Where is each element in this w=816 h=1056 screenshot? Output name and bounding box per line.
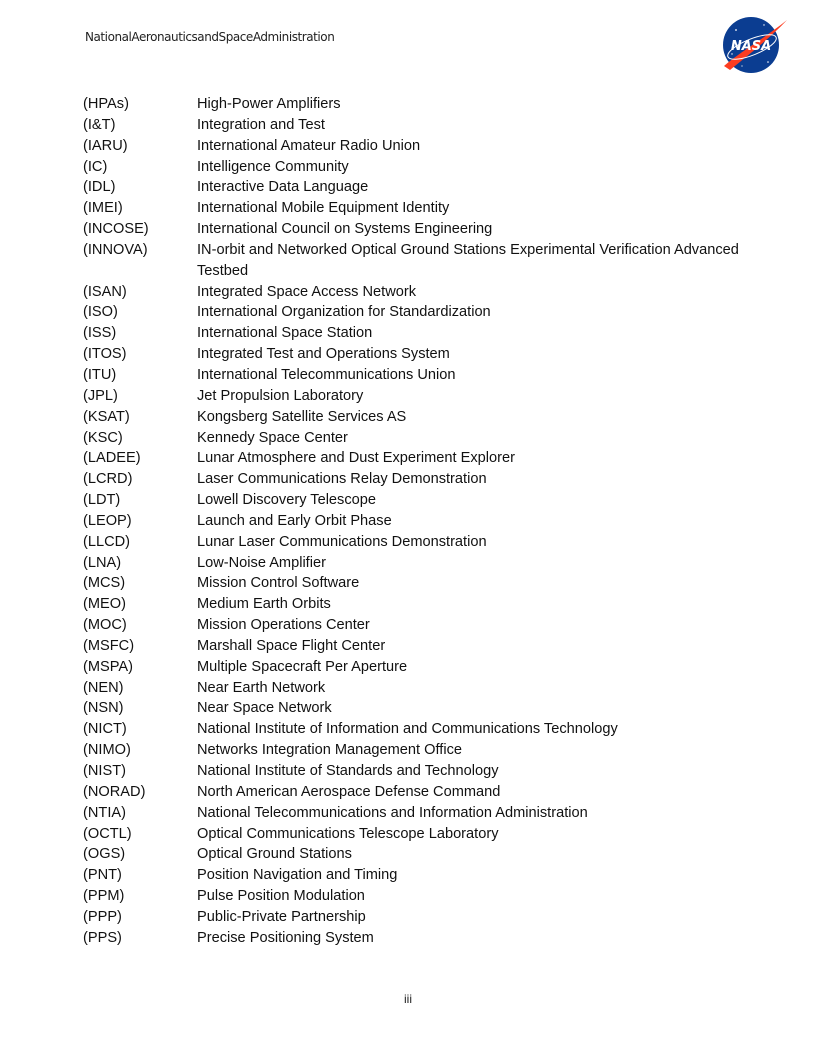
acronym-definition: Near Earth Network — [197, 679, 326, 696]
logo-star — [735, 29, 737, 31]
acronym-row — [83, 115, 783, 136]
acronym-abbreviation: (MOC) — [83, 617, 127, 634]
acronym-abbreviation: (KSAT) — [83, 408, 130, 425]
acronym-abbreviation: (NTIA) — [83, 804, 126, 821]
acronym-row — [83, 511, 783, 532]
acronym-abbreviation: (NIST) — [83, 763, 126, 779]
acronym-row — [83, 594, 783, 615]
acronym-abbreviation: (ISO) — [83, 304, 118, 321]
acronym-row — [83, 698, 783, 719]
logo-star — [741, 65, 742, 66]
acronym-definition: Near Space Network — [197, 700, 332, 717]
acronym-abbreviation: (KSC) — [83, 429, 123, 446]
acronym-abbreviation: (MSFC) — [83, 637, 135, 654]
acronym-row — [83, 386, 783, 407]
acronym-abbreviation: (I&T) — [83, 116, 116, 133]
acronym-abbreviation: (NEN) — [83, 679, 124, 696]
acronym-definition: Interactive Data Language — [197, 179, 369, 196]
acronym-row — [83, 365, 783, 386]
acronym-row — [83, 928, 783, 949]
acronym-row — [83, 157, 783, 178]
acronym-definition: Kennedy Space Center — [197, 429, 348, 446]
acronym-abbreviation: (LADEE) — [83, 450, 141, 467]
acronym-definition: Integrated Space Access Network — [197, 283, 417, 300]
acronym-definition: Marshall Space Flight Center — [197, 637, 386, 654]
acronym-row — [83, 615, 783, 636]
acronym-definition: Integrated Test and Operations System — [197, 346, 450, 363]
acronym-definition: Integration and Test — [197, 116, 325, 133]
acronym-row — [83, 282, 783, 303]
acronym-row — [83, 240, 783, 282]
acronym-definition: Networks Integration Management Office — [197, 742, 462, 759]
acronym-abbreviation: (PPM) — [83, 888, 125, 905]
acronym-abbreviation: (PPP) — [83, 908, 122, 925]
acronym-definition: National Institute of Standards and Technology — [197, 763, 499, 779]
acronym-definition: International Amateur Radio Union — [197, 137, 421, 154]
acronym-abbreviation: (MEO) — [83, 596, 126, 613]
acronym-row — [83, 136, 783, 157]
acronym-row — [83, 719, 783, 740]
acronym-abbreviation: (LLCD) — [83, 533, 131, 550]
acronym-abbreviation: (LEOP) — [83, 512, 132, 529]
acronym-definition: IN-orbit and Networked Optical Ground Stations Experimental Verification Advanced Testbed — [197, 241, 739, 279]
acronym-row — [83, 886, 783, 907]
acronym-abbreviation: (ISS) — [83, 325, 117, 342]
acronym-row — [83, 94, 783, 115]
acronym-row — [83, 323, 783, 344]
logo-star — [767, 61, 769, 63]
acronym-row — [83, 761, 783, 782]
acronym-row — [83, 636, 783, 657]
logo-wordmark: NASA — [730, 39, 772, 54]
acronym-abbreviation: (ISAN) — [83, 283, 127, 300]
acronym-definition: International Mobile Equipment Identity — [197, 200, 450, 217]
acronym-definition: Pulse Position Modulation — [197, 888, 365, 905]
acronym-row — [83, 678, 783, 699]
acronym-definition: Mission Operations Center — [197, 617, 370, 634]
acronym-row — [83, 782, 783, 803]
acronym-definition: High-Power Amplifiers — [197, 96, 341, 112]
acronym-abbreviation: (ITU) — [83, 366, 117, 383]
acronym-list — [83, 94, 783, 949]
acronym-row — [83, 740, 783, 761]
acronym-definition: Optical Ground Stations — [197, 846, 352, 863]
acronym-definition: National Institute of Information and Communications Technology — [197, 721, 618, 738]
logo-star — [763, 24, 764, 25]
acronym-row — [83, 448, 783, 469]
acronym-row — [83, 469, 783, 490]
acronym-definition: Lowell Discovery Telescope — [197, 492, 376, 509]
acronym-definition: Lunar Laser Communications Demonstration — [197, 533, 487, 550]
acronym-definition: North American Aerospace Defense Command — [197, 783, 501, 800]
acronym-definition: Intelligence Community — [197, 158, 349, 175]
acronym-definition: Medium Earth Orbits — [197, 596, 331, 613]
acronym-definition: International Space Station — [197, 325, 373, 342]
acronym-abbreviation: (OGS) — [83, 846, 126, 863]
acronym-definition: Launch and Early Orbit Phase — [197, 512, 392, 529]
acronym-definition: Lunar Atmosphere and Dust Experiment Explorer — [197, 450, 515, 467]
acronym-row — [83, 907, 783, 928]
page-number: iii — [404, 992, 412, 1006]
acronym-definition: Position Navigation and Timing — [197, 867, 398, 884]
acronym-row — [83, 428, 783, 449]
acronym-row — [83, 198, 783, 219]
acronym-definition: Kongsberg Satellite Services AS — [197, 408, 407, 425]
acronym-abbreviation: (IDL) — [83, 179, 116, 196]
acronym-row — [83, 865, 783, 886]
acronym-definition: Public-Private Partnership — [197, 908, 366, 925]
acronym-abbreviation: (NSN) — [83, 700, 124, 717]
acronym-row — [83, 844, 783, 865]
acronym-definition: International Telecommunications Union — [197, 366, 456, 383]
acronym-row — [83, 177, 783, 198]
acronym-row — [83, 657, 783, 678]
acronym-abbreviation: (NORAD) — [83, 783, 146, 800]
acronym-definition: Mission Control Software — [197, 575, 360, 592]
acronym-row — [83, 344, 783, 365]
acronym-definition: Multiple Spacecraft Per Aperture — [197, 658, 408, 675]
acronym-definition: Low-Noise Amplifier — [197, 554, 326, 571]
acronym-abbreviation: (PNT) — [83, 867, 122, 884]
acronym-definition: Jet Propulsion Laboratory — [197, 387, 364, 404]
acronym-abbreviation: (NIMO) — [83, 742, 131, 759]
acronym-abbreviation: (INCOSE) — [83, 221, 149, 238]
acronym-row — [83, 573, 783, 594]
acronym-definition: Precise Positioning System — [197, 929, 374, 946]
acronym-abbreviation: (LNA) — [83, 554, 122, 571]
acronym-abbreviation: (ITOS) — [83, 346, 127, 363]
acronym-definition: Optical Communications Telescope Laboratory — [197, 825, 499, 842]
acronym-row — [83, 302, 783, 323]
acronym-abbreviation: (LCRD) — [83, 471, 133, 488]
acronym-abbreviation: (MCS) — [83, 575, 126, 592]
acronym-abbreviation: (NICT) — [83, 721, 127, 738]
organization-header: NationalAeronauticsandSpaceAdministration — [85, 30, 335, 44]
acronym-row — [83, 407, 783, 428]
nasa-meatball-logo — [722, 16, 788, 74]
acronym-abbreviation: (LDT) — [83, 492, 121, 509]
acronym-definition: International Council on Systems Engineering — [197, 221, 493, 238]
acronym-abbreviation: (IC) — [83, 158, 108, 175]
acronym-row — [83, 219, 783, 240]
acronym-abbreviation: (PPS) — [83, 929, 122, 946]
acronym-row — [83, 490, 783, 511]
acronym-abbreviation: (OCTL) — [83, 825, 132, 842]
acronym-abbreviation: (IMEI) — [83, 200, 123, 217]
acronym-abbreviation: (JPL) — [83, 387, 118, 404]
acronym-row — [83, 553, 783, 574]
acronym-definition: Laser Communications Relay Demonstration — [197, 471, 487, 488]
acronym-row — [83, 824, 783, 845]
acronym-abbreviation: (HPAs) — [83, 96, 129, 112]
acronym-definition: National Telecommunications and Information Administration — [197, 804, 588, 821]
acronym-abbreviation: (INNOVA) — [83, 241, 148, 258]
acronym-abbreviation: (IARU) — [83, 137, 128, 154]
acronym-definition: International Organization for Standardization — [197, 304, 491, 321]
acronym-row — [83, 532, 783, 553]
acronym-abbreviation: (MSPA) — [83, 658, 133, 675]
acronym-row — [83, 803, 783, 824]
